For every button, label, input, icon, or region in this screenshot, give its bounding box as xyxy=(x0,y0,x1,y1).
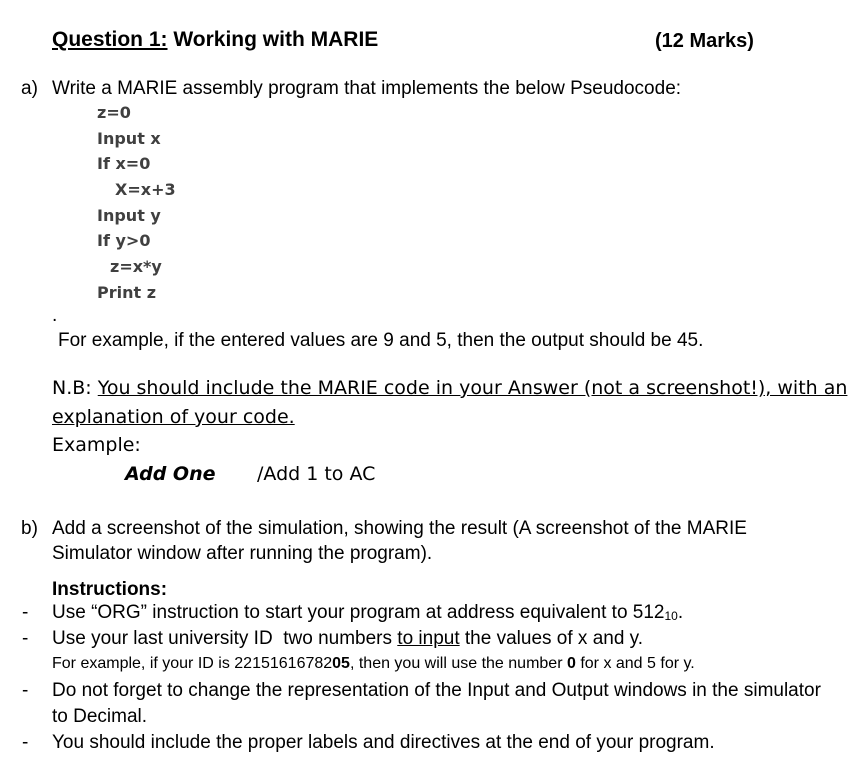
bullet-org-end: . xyxy=(677,602,684,623)
pseudocode-line: X=x+3 xyxy=(115,180,176,199)
bullet-decimal-line-1: Do not forget to change the representation of the Input and Output windows in the simulator xyxy=(52,680,821,701)
bullet-dash: - xyxy=(22,628,29,649)
example-label: Example: xyxy=(52,434,141,456)
nb-text-1: You should include the MARIE code in your Answer (not a screenshot!), with an xyxy=(97,377,848,399)
pseudocode-line: If x=0 xyxy=(97,154,151,173)
pseudocode-line: Input x xyxy=(97,129,161,148)
example-output-text: For example, if the entered values are 9 and 5, then the output should be 45. xyxy=(58,330,704,351)
id-note-mid: , then you will use the number xyxy=(349,655,567,672)
bullet-org-subscript: 10 xyxy=(664,609,678,623)
id-note-bold: 05 xyxy=(332,655,350,672)
example-code: Add One xyxy=(125,463,216,485)
bullet-id-post: the values of x and y. xyxy=(459,628,644,649)
question-label: Question 1: xyxy=(52,28,168,51)
pseudocode-line: Input y xyxy=(97,206,161,225)
bullet-labels: You should include the proper labels and directives at the end of your program. xyxy=(52,732,715,753)
id-note-pre: For example, if your ID is 22151616782 xyxy=(52,655,333,672)
nb-prefix: N.B: xyxy=(52,377,98,399)
part-a-label: a) xyxy=(21,78,38,99)
bullet-decimal-line-2: to Decimal. xyxy=(52,706,148,727)
question-title: Working with MARIE xyxy=(167,28,379,51)
part-a-prompt: Write a MARIE assembly program that implements the below Pseudocode: xyxy=(52,78,682,99)
pseudocode-line: If y>0 xyxy=(97,231,151,250)
id-example-note xyxy=(52,655,695,673)
bullet-org-text: Use “ORG” instruction to start your program at address equivalent to 512 xyxy=(52,602,665,623)
question-heading xyxy=(52,28,378,52)
bullet-id xyxy=(52,628,643,650)
stray-dot: . xyxy=(52,305,58,326)
example-comment: /Add 1 to AC xyxy=(257,463,376,485)
instructions-title: Instructions: xyxy=(52,579,168,600)
part-b-line-2: Simulator window after running the program). xyxy=(52,543,433,564)
id-note-post: for x and 5 for y. xyxy=(575,655,695,672)
nb-line-2: explanation of your code. xyxy=(52,406,295,428)
id-note-zero: 0 xyxy=(566,655,576,672)
pseudocode-line: z=0 xyxy=(97,103,131,122)
part-b-line-1: Add a screenshot of the simulation, showing the result (A screenshot of the MARIE xyxy=(52,518,747,539)
part-b-label: b) xyxy=(21,518,38,539)
bullet-id-pre: Use your last university ID two numbers xyxy=(52,628,398,649)
bullet-dash: - xyxy=(22,602,29,623)
bullet-id-underlined: to input xyxy=(397,628,460,649)
bullet-dash: - xyxy=(22,680,29,701)
bullet-dash: - xyxy=(22,732,29,753)
bullet-org xyxy=(52,602,683,624)
pseudocode-line: z=x*y xyxy=(110,257,162,276)
nb-line-1 xyxy=(52,377,847,399)
pseudocode-line: Print z xyxy=(97,283,157,302)
marks-label: (12 Marks) xyxy=(655,30,754,52)
